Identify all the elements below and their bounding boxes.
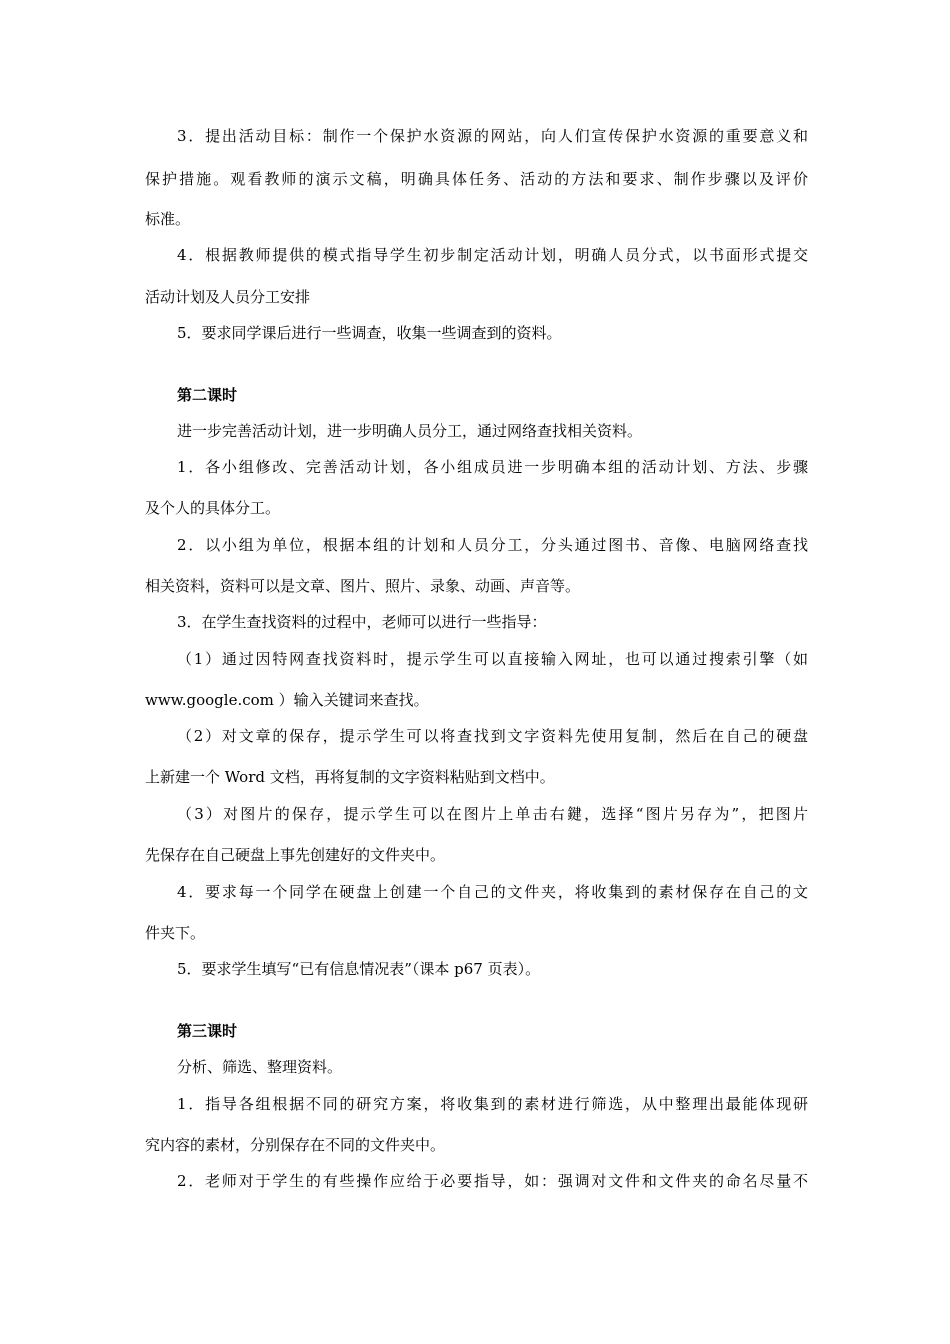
paragraph-line: 4．根据教师提供的模式指导学生初步制定活动计划，明确人员分式，以书面形式提交 — [177, 246, 808, 264]
paragraph-line: 4．要求每一个同学在硬盘上创建一个自己的文件夹，将收集到的素材保存在自己的文 — [177, 883, 808, 901]
paragraph-line: 1．指导各组根据不同的研究方案，将收集到的素材进行筛选，从中整理出最能体现研 — [177, 1095, 808, 1113]
paragraph-line: 究内容的素材，分别保存在不同的文件夹中。 — [145, 1136, 446, 1154]
paragraph-line: 件夹下。 — [145, 924, 206, 942]
paragraph-line: 相关资料，资料可以是文章、图片、照片、录象、动画、声音等。 — [145, 577, 581, 595]
paragraph-line: 进一步完善活动计划，进一步明确人员分工，通过网络查找相关资料。 — [177, 422, 643, 440]
paragraph-line: 保护措施。观看教师的演示文稿，明确具体任务、活动的方法和要求、制作步骤以及评价 — [145, 170, 808, 188]
paragraph-line: 1．各小组修改、完善活动计划，各小组成员进一步明确本组的活动计划、方法、步骤 — [177, 458, 808, 476]
paragraph-line: 5．要求学生填写“已有信息情况表”（课本 p67 页表）。 — [177, 960, 541, 978]
paragraph-line: 3．在学生查找资料的过程中，老师可以进行一些指导： — [177, 613, 547, 631]
paragraph-line: 分析、筛选、整理资料。 — [177, 1058, 343, 1076]
paragraph-line: 2．老师对于学生的有些操作应给于必要指导，如：强调对文件和文件夹的命名尽量不 — [177, 1172, 808, 1190]
paragraph-line: 3．提出活动目标：制作一个保护水资源的网站，向人们宣传保护水资源的重要意义和 — [177, 127, 808, 145]
paragraph-line: （2）对文章的保存，提示学生可以将查找到文字资料先使用复制，然后在自己的硬盘 — [177, 727, 808, 745]
section-heading-lesson-3: 第三课时 — [177, 1022, 238, 1040]
section-heading-lesson-2: 第二课时 — [177, 386, 238, 404]
paragraph-line: 标准。 — [145, 210, 191, 228]
paragraph-line: www.google.com ）输入关键词来查找。 — [145, 691, 429, 709]
paragraph-line: （1）通过因特网查找资料时，提示学生可以直接输入网址，也可以通过搜索引擎（如 — [177, 650, 808, 668]
paragraph-line: 5．要求同学课后进行一些调查，收集一些调查到的资料。 — [177, 324, 562, 342]
paragraph-line: 2．以小组为单位，根据本组的计划和人员分工，分头通过图书、音像、电脑网络查找 — [177, 536, 808, 554]
paragraph-line: 上新建一个 Word 文档，再将复制的文字资料粘贴到文档中。 — [145, 768, 555, 786]
paragraph-line: 活动计划及人员分工安排 — [145, 288, 311, 306]
paragraph-line: 先保存在自己硬盘上事先创建好的文件夹中。 — [145, 846, 446, 864]
paragraph-line: （3）对图片的保存，提示学生可以在图片上单击右鍵，选择“图片另存为”，把图片 — [177, 805, 808, 823]
paragraph-line: 及个人的具体分工。 — [145, 499, 281, 517]
